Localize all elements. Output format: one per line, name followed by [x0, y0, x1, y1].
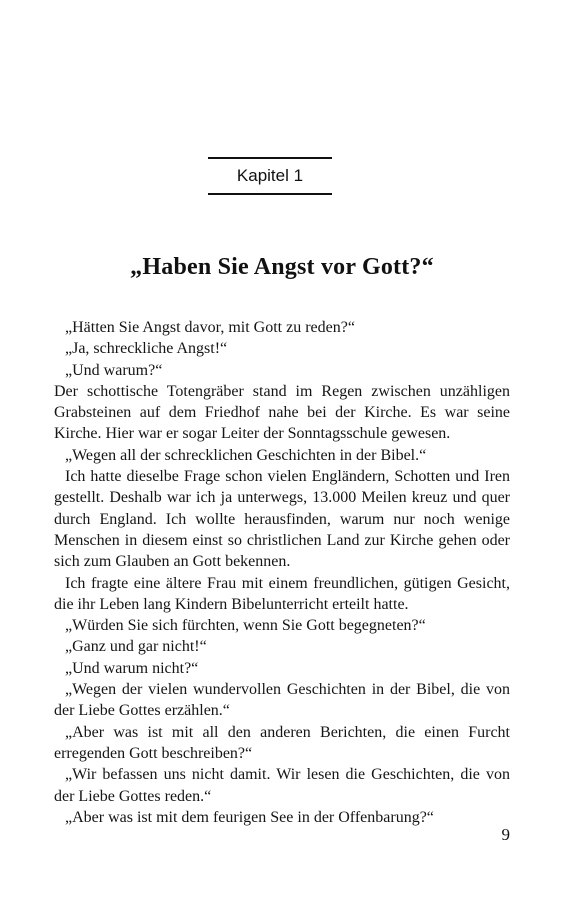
body-text — [54, 317, 510, 828]
paragraph: „Ganz und gar nicht!“ — [65, 638, 207, 656]
paragraph: „Und warum nicht?“ — [65, 659, 199, 677]
page-number: 9 — [501, 825, 510, 844]
paragraph: „Wir befassen uns nicht damit. Wir lesen die Geschichten, die von der Liebe Gottes reden.“ — [54, 766, 510, 805]
paragraph: „Wegen der vielen wundervollen Geschichten in der Bibel, die von der Liebe Gottes erzählen.“ — [54, 681, 510, 720]
paragraph: „Hätten Sie Angst davor, mit Gott zu reden?“ — [65, 319, 355, 336]
paragraph: „Und warum?“ — [65, 361, 163, 379]
paragraph: Ich fragte eine ältere Frau mit einem freundlichen, gütigen Gesicht, die ihr Leben lang Kindern Bibelunterricht erteilt hatte. — [54, 574, 510, 613]
paragraph: „Aber was ist mit dem feurigen See in der Offenbarung?“ — [65, 808, 434, 826]
chapter-title: „Haben Sie Angst vor Gott?“ — [130, 254, 434, 280]
paragraph: „Würden Sie sich fürchten, wenn Sie Gott begegneten?“ — [65, 617, 426, 635]
chapter-label — [208, 157, 332, 195]
paragraph: „Aber was ist mit all den anderen Berichten, die einen Furcht erregenden Gott beschreiben?“ — [54, 723, 510, 762]
paragraph: Der schottische Totengräber stand im Regen zwischen unzähligen Grabsteinen auf dem Friedhof nahe bei der Kirche. Es war seine Kirche. Hier war er sogar Leiter der Sonntagsschule gewesen. — [54, 382, 510, 443]
paragraph: „Ja, schreckliche Angst!“ — [65, 340, 228, 358]
paragraph: Ich hatte dieselbe Frage schon vielen Engländern, Schotten und Iren gestellt. Deshalb war ich ja unterwegs, 13.000 Meilen kreuz und quer durch England. Ich wollte herausfinden, warum nur noch wenige Menschen in diesem einst so christlichen Land zur Kirche gehen oder sich zum Glauben an Gott bekennen. — [54, 468, 510, 571]
paragraph: „Wegen all der schrecklichen Geschichten in der Bibel.“ — [65, 446, 427, 464]
chapter-label-text: Kapitel 1 — [236, 166, 304, 185]
